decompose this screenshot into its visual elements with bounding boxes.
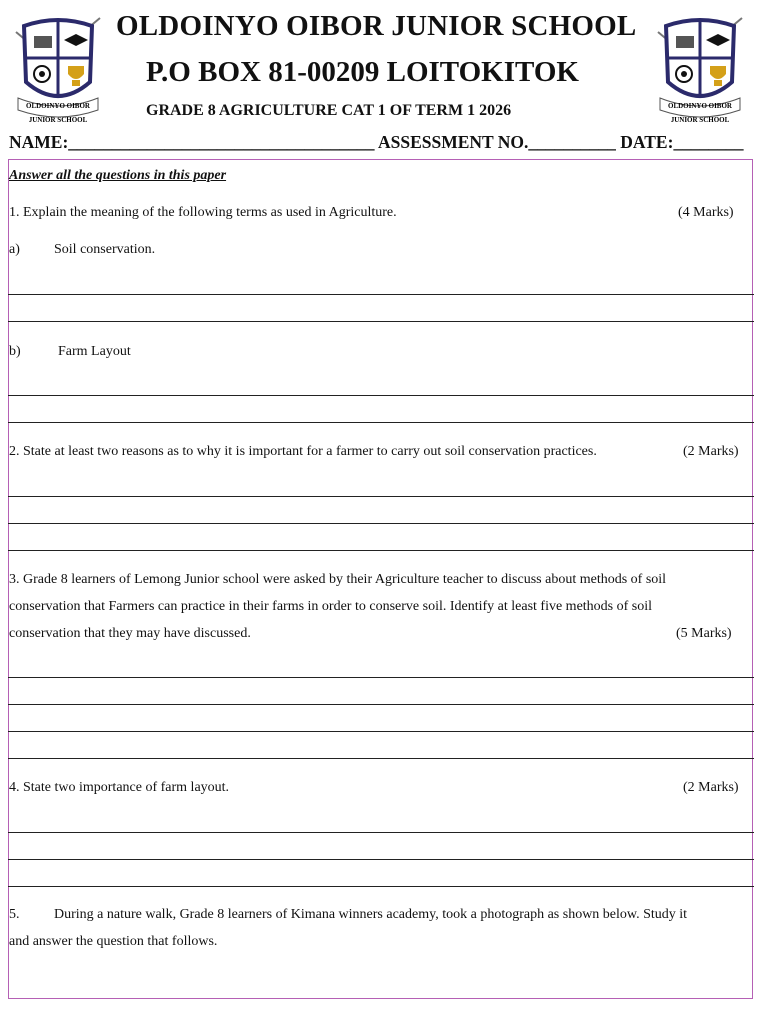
question-4-marks: (2 Marks) (683, 780, 739, 795)
answer-line[interactable] (8, 395, 754, 396)
candidate-info-line (9, 132, 743, 153)
answer-line[interactable] (8, 731, 754, 732)
answer-line[interactable] (8, 523, 754, 524)
question-3-marks: (5 Marks) (676, 626, 732, 641)
answer-line[interactable] (8, 422, 754, 423)
school-address: P.O BOX 81-00209 LOITOKITOK (146, 56, 579, 88)
question-3-line-1: 3. Grade 8 learners of Lemong Junior school were asked by their Agriculture teacher to discuss about methods of soil (9, 572, 667, 587)
question-5-line-2: and answer the question that follows. (9, 934, 218, 949)
school-crest-right (656, 14, 744, 124)
crest-banner-bottom: JUNIOR SCHOOL (670, 116, 730, 124)
answer-line[interactable] (8, 496, 754, 497)
answer-line[interactable] (8, 677, 754, 678)
crest-banner-top: OLDOINYO OIBOR (26, 102, 90, 110)
school-crest-left (14, 14, 102, 124)
question-1-marks: (4 Marks) (678, 205, 734, 220)
question-1a-text: Soil conservation. (54, 242, 156, 257)
question-1a-label: a) (9, 242, 20, 257)
question-5-number: 5. (9, 907, 20, 922)
question-3-line-2: conservation that Farmers can practice in their farms in order to conserve soil. Identify at least five methods of soil (9, 599, 653, 614)
question-3-line-3: conservation that they may have discussed. (9, 626, 251, 641)
instructions: Answer all the questions in this paper (9, 168, 227, 183)
question-2-marks: (2 Marks) (683, 444, 739, 459)
answer-line[interactable] (8, 886, 754, 887)
answer-line[interactable] (8, 758, 754, 759)
question-4-text: 4. State two importance of farm layout. (9, 780, 230, 795)
question-1-text: 1. Explain the meaning of the following terms as used in Agriculture. (9, 205, 397, 220)
answer-line[interactable] (8, 704, 754, 705)
question-1b-text: Farm Layout (58, 344, 131, 359)
exam-title: GRADE 8 AGRICULTURE CAT 1 OF TERM 1 2026 (146, 102, 512, 119)
assessment-label: ASSESSMENT NO. (377, 132, 529, 152)
school-name: OLDOINYO OIBOR JUNIOR SCHOOL (116, 10, 637, 42)
name-blank[interactable]: ___________________________________ (68, 132, 375, 152)
answer-line[interactable] (8, 550, 754, 551)
crest-banner-bottom: JUNIOR SCHOOL (28, 116, 88, 124)
question-5-line-1: During a nature walk, Grade 8 learners of Kimana winners academy, took a photograph as shown below. Study it (54, 907, 688, 922)
date-label: DATE: (620, 132, 674, 152)
answer-line[interactable] (8, 321, 754, 322)
answer-line[interactable] (8, 859, 754, 860)
assessment-blank[interactable]: __________ (528, 132, 616, 152)
answer-line[interactable] (8, 832, 754, 833)
name-label: NAME: (9, 132, 69, 152)
question-2-text: 2. State at least two reasons as to why it is important for a farmer to carry out soil conservation practices. (9, 444, 597, 459)
crest-banner-top: OLDOINYO OIBOR (668, 102, 732, 110)
answer-line[interactable] (8, 294, 754, 295)
question-1b-label: b) (9, 344, 21, 359)
date-blank[interactable]: ________ (673, 132, 744, 152)
